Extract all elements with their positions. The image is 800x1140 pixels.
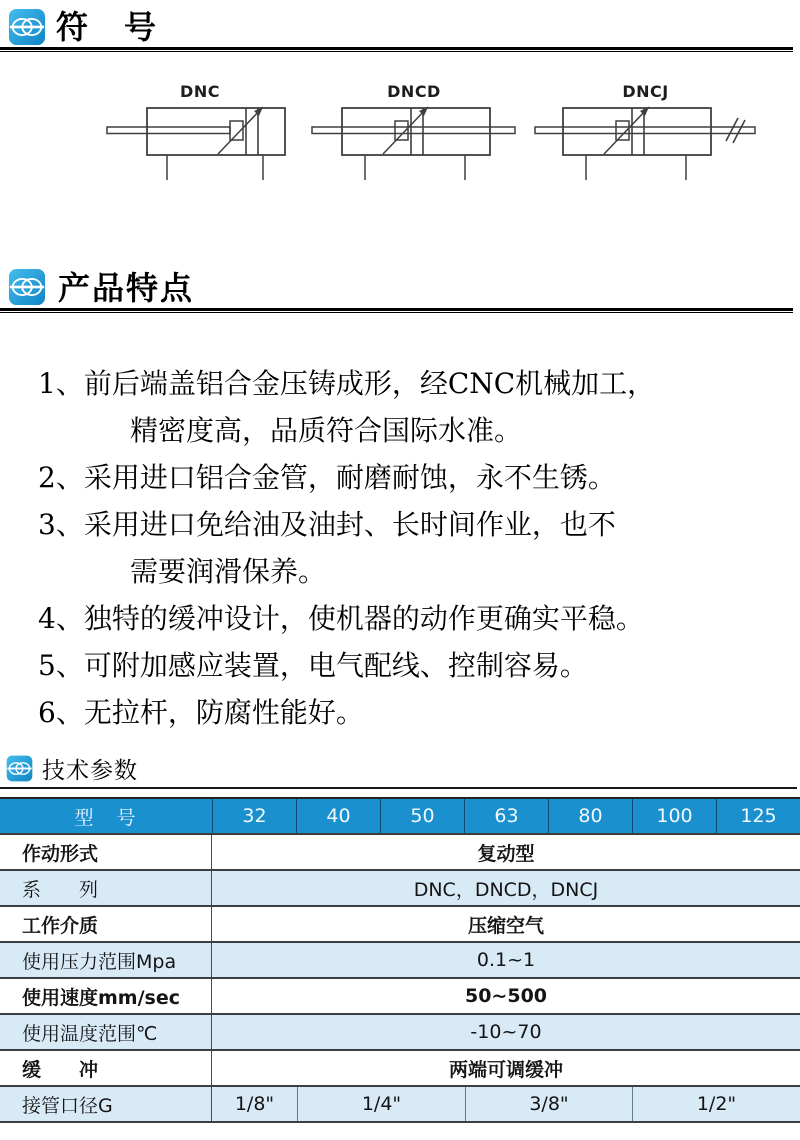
table-header-col: 125 — [716, 799, 800, 833]
feature-item: 1、前后端盖铝合金压铸成形，经CNC机械加工， — [38, 367, 656, 400]
row-value: -10~70 — [470, 1021, 542, 1043]
cylinder-symbol-dnc — [105, 103, 295, 183]
section-title-features: 产品特点 — [58, 269, 195, 307]
brand-logo-icon — [8, 8, 46, 46]
row-label: 使用速度mm/sec — [0, 979, 212, 1013]
row-label: 作动形式 — [0, 835, 212, 869]
table-header-col: 40 — [296, 799, 380, 833]
diagram-label-dncd: DNCD — [387, 82, 441, 101]
diagram-label-dnc: DNC — [180, 82, 220, 101]
row-label: 工作介质 — [0, 907, 212, 941]
diagram-dncd — [310, 82, 518, 183]
table-row — [0, 905, 800, 941]
row-label: 使用压力范围Mpa — [0, 943, 212, 977]
table-header-col: 100 — [632, 799, 716, 833]
port-size-value: 1/8" — [234, 1093, 275, 1115]
diagram-dncj — [533, 82, 758, 183]
feature-item: 3、采用进口免给油及油封、长时间作业，也不 — [38, 508, 616, 541]
section-rule — [0, 47, 793, 52]
port-size-value: 3/8" — [465, 1087, 632, 1121]
table-row — [0, 869, 800, 905]
table-row — [0, 833, 800, 869]
table-header-col: 80 — [548, 799, 632, 833]
table-header-model: 型 号 — [74, 806, 138, 829]
section-rule-thin — [0, 787, 797, 789]
section-title-symbol: 符 号 — [56, 8, 159, 46]
row-label: 系 列 — [0, 871, 212, 905]
feature-item-continuation: 精密度高，品质符合国际水准。 — [130, 414, 523, 447]
section-title-specs: 技术参数 — [42, 758, 138, 784]
row-label: 使用温度范围℃ — [0, 1015, 212, 1049]
section-rule — [0, 308, 793, 313]
table-header-col: 50 — [380, 799, 464, 833]
feature-item: 6、无拉杆，防腐性能好。 — [38, 696, 364, 729]
row-value: 压缩空气 — [467, 914, 544, 937]
feature-item: 4、独特的缓冲设计，使机器的动作更确实平稳。 — [38, 602, 644, 635]
cylinder-symbol-dncd — [310, 103, 518, 183]
feature-item: 5、可附加感应装置，电气配线、控制容易。 — [38, 649, 588, 682]
feature-item-continuation: 需要润滑保养。 — [130, 555, 327, 588]
table-header-col: 32 — [212, 799, 296, 833]
table-row — [0, 1013, 800, 1049]
port-size-value: 1/4" — [297, 1087, 465, 1121]
table-row — [0, 977, 800, 1013]
diagram-label-dncj: DNCJ — [622, 82, 669, 101]
feature-item: 2、采用进口铝合金管，耐磨耐蚀，永不生锈。 — [38, 461, 616, 494]
row-label: 接管口径G — [0, 1087, 212, 1121]
table-header-col: 63 — [464, 799, 548, 833]
table-header-row — [0, 799, 800, 833]
row-value: 0.1~1 — [476, 949, 536, 971]
brand-logo-icon — [6, 755, 33, 782]
row-value: 两端可调缓冲 — [448, 1058, 563, 1081]
brand-logo-icon — [8, 268, 46, 306]
port-size-value: 1/2" — [632, 1087, 800, 1121]
feature-list — [30, 360, 775, 736]
diagram-dnc — [105, 82, 295, 183]
table-row-port-size — [0, 1085, 800, 1121]
table-row — [0, 1049, 800, 1085]
row-value: 50~500 — [464, 985, 548, 1007]
row-value: 复动型 — [477, 842, 535, 865]
cylinder-symbol-dncj — [533, 103, 758, 183]
row-label: 缓 冲 — [0, 1051, 212, 1085]
row-value: DNC，DNCD，DNCJ — [413, 878, 599, 901]
spec-table — [0, 797, 800, 1123]
table-row — [0, 941, 800, 977]
